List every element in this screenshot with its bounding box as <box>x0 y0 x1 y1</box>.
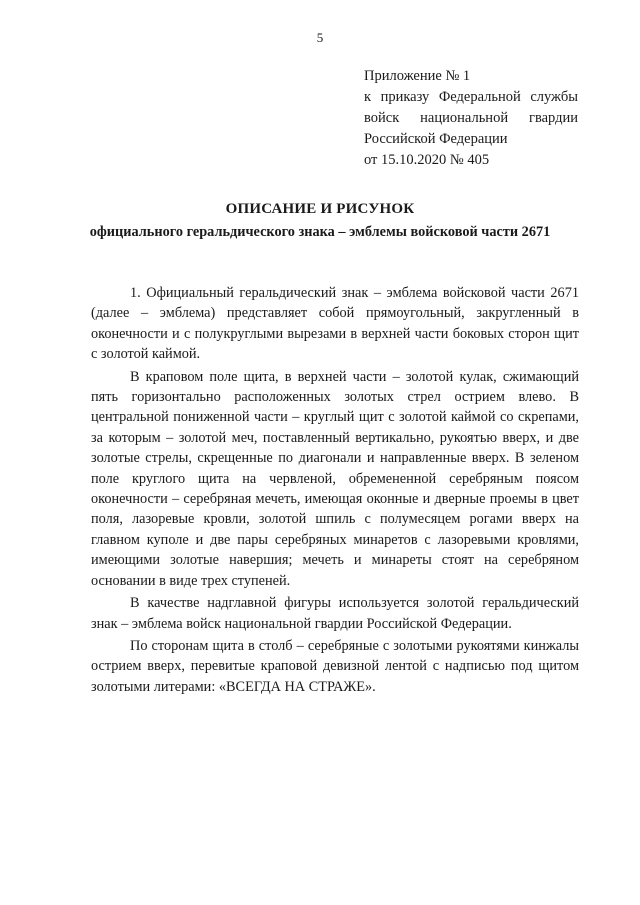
document-body <box>91 283 579 699</box>
paragraph-1: 1. Официальный геральдический знак – эмблема войсковой части 2671 (далее – эмблема) представляет собой прямоугольный, закругленный в оконечности и с полукруглыми вырезами в верхней части боковых сторон щит с золотой каймой. <box>91 285 579 363</box>
document-subtitle: официального геральдического знака – эмблемы войсковой части 2671 <box>89 224 551 240</box>
page-number: 5 <box>316 30 324 45</box>
appendix-date-line: от 15.10.2020 № 405 <box>364 152 490 168</box>
paragraph-3: В качестве надглавной фигуры используется золотой геральдический знак – эмблема войск национальной гвардии Российской Федерации. <box>91 595 579 632</box>
appendix-country-line: Российской Федерации <box>364 131 508 147</box>
appendix-order-line: к приказу Федеральной службы <box>364 89 578 105</box>
appendix-number: Приложение № 1 <box>364 68 471 84</box>
appendix-block <box>364 66 578 171</box>
document-title: ОПИСАНИЕ И РИСУНОК <box>225 201 415 217</box>
paragraph-4: По сторонам щита в столб – серебряные с золотыми рукоятями кинжалы острием вверх, перевитые краповой девизной лентой с надписью под щитом золотыми литерами: «ВСЕГДА НА СТРАЖЕ». <box>91 637 579 695</box>
appendix-service-line: войск национальной гвардии <box>364 110 578 126</box>
paragraph-2: В краповом поле щита, в верхней части – золотой кулак, сжимающий пять горизонтально расположенных золотых стрел острием влево. В центральной пониженной части – круглый щит с золотой каймой со скрепами, за которым – золотой меч, поставленный вертикально, рукоятью вверх, и две золотые стрелы, скрещенные по диагонали и направленные вверх. В зеленом поле круглого щита на червленой, обремененной серебряным поясом оконечности – серебряная мечеть, имеющая оконные и дверные проемы в цвет поля, лазоревые кровли, золотой шпиль с полумесяцем рогами вверх на главном куполе и две пары серебряных минаретов с лазоревыми кровлями, имеющими золотые навершия; мечеть и минареты стоят на серебряном основании в виде трех ступеней. <box>91 368 579 589</box>
